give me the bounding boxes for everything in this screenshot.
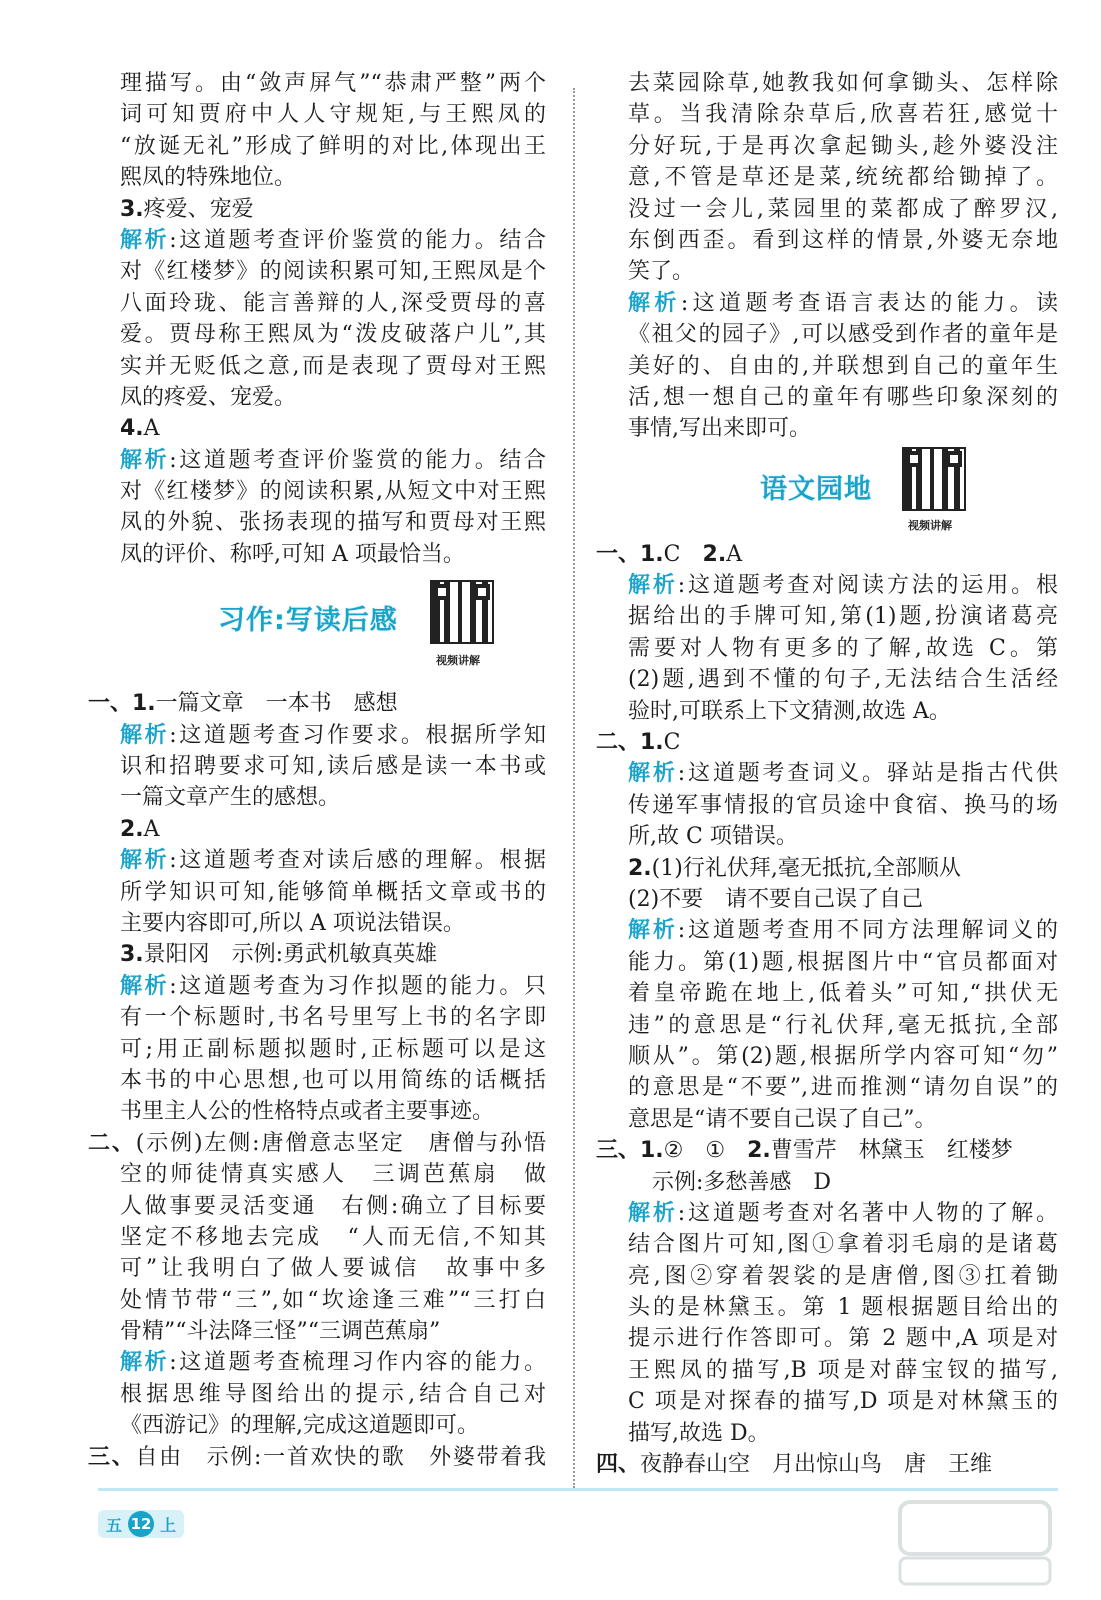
- analysis-label: 解析: [628, 918, 678, 944]
- analysis-line: 一篇文章产生的感想。: [120, 785, 341, 811]
- section-header-chinese-garden: [596, 445, 1058, 539]
- analysis-line: 凤的外貌、张扬表现的描写和贾母对王熙: [120, 510, 546, 536]
- answer-line: [88, 1128, 546, 1159]
- page-number-badge: [98, 1510, 184, 1538]
- answer-line: 处情节带“三”,如“坎途逢三难”“三打白: [120, 1287, 546, 1313]
- analysis-line: 着皇帝跪在地上,低着头”可知,“拱伏无: [628, 981, 1058, 1007]
- analysis-label: 解析: [628, 761, 678, 787]
- footer-rule: [98, 1488, 1058, 1491]
- right-column: [596, 68, 1058, 1480]
- answer-text: ② ①: [663, 1138, 748, 1164]
- answer-text: A: [726, 541, 743, 567]
- analysis-line: 结合图片可知,图①拿着羽毛扇的是诸葛: [628, 1232, 1058, 1258]
- answer-text: C: [663, 541, 703, 567]
- analysis-line: 提示进行作答即可。第 2 题中,A 项是对: [628, 1326, 1058, 1352]
- analysis-line: 主要内容即可,所以 A 项说法错误。: [120, 910, 465, 936]
- analysis-line: 凤的评价、称呼,可知 A 项最恰当。: [120, 541, 465, 567]
- analysis-line: [596, 758, 1058, 789]
- analysis-line: 头的是林黛玉。第 1 题根据题目给出的: [628, 1295, 1058, 1321]
- text-line: 熙凤的特殊地位。: [120, 165, 297, 191]
- analysis-line: [88, 845, 546, 876]
- text-line: 东倒西歪。看到这样的情景,外婆无奈地: [628, 227, 1058, 253]
- analysis-text: :这道题考查评价鉴赏的能力。结合: [169, 227, 546, 253]
- analysis-line: 根据思维导图给出的提示,结合自己对: [120, 1381, 546, 1407]
- text-line: 去菜园除草,她教我如何拿锄头、怎样除: [628, 71, 1058, 96]
- analysis-text: :这道题考查对读后感的理解。根据: [169, 848, 546, 874]
- analysis-line: [596, 288, 1058, 319]
- analysis-line: 凤的疼爱、宠爱。: [120, 384, 297, 410]
- answer-line: [88, 1442, 546, 1473]
- analysis-line: 描写,故选 D。: [628, 1420, 770, 1446]
- analysis-line: 《西游记》的理解,完成这道题即可。: [120, 1413, 479, 1439]
- qr-caption: 视频讲解: [436, 654, 480, 668]
- section-title: 习作:写读后感: [218, 605, 398, 637]
- analysis-label: 解析: [120, 447, 170, 473]
- question-number: 3.: [120, 196, 144, 222]
- analysis-line: 能力。第(1)题,根据图片中“官员都面对: [628, 949, 1058, 975]
- text-line: 没过一会儿,菜园里的菜都成了醉罗汉,: [628, 196, 1058, 222]
- qr-code-icon[interactable]: [902, 447, 966, 511]
- answer-text: 景阳冈 示例:勇武机敏真英雄: [143, 942, 438, 968]
- answer-line: 可”让我明白了做人要诚信 故事中多: [120, 1256, 546, 1282]
- analysis-line: 据给出的手牌可知,第(1)题,扮演诸葛亮: [628, 604, 1058, 630]
- analysis-label: 解析: [628, 290, 681, 316]
- analysis-line: 本书的中心思想,也可以用简练的话概括: [120, 1067, 546, 1093]
- column-divider: [573, 88, 575, 1488]
- analysis-line: [88, 720, 546, 751]
- analysis-label: 解析: [120, 722, 170, 748]
- analysis-label: 解析: [120, 848, 170, 874]
- analysis-line: 识和招聘要求可知,读后感是读一本书或: [120, 754, 546, 780]
- answer-line: [596, 853, 1058, 884]
- answer-line: [88, 413, 546, 444]
- analysis-line: 实并无贬低之意,而是表现了贾母对王熙: [120, 353, 546, 379]
- text-line: 分好玩,于是再次拿起锄头,趁外婆没注: [628, 133, 1058, 159]
- answer-line: 骨精”“斗法降三怪”“三调芭蕉扇”: [120, 1319, 441, 1345]
- analysis-line: 有一个标题时,书名号里写上书的名字即: [120, 1005, 546, 1031]
- analysis-line: 需要对人物有更多的了解,故选 C。第: [628, 635, 1058, 661]
- answer-text: 自由 示例:一首欢快的歌 外婆带着我: [135, 1444, 546, 1470]
- analysis-line: [596, 915, 1058, 946]
- question-number: 2.: [747, 1138, 771, 1164]
- answer-line: [88, 814, 546, 845]
- analysis-line: 八面玲珑、能言善辩的人,深受贾母的喜: [120, 290, 546, 316]
- term-label: 上: [160, 1515, 177, 1535]
- text-line: 意,不管是草还是菜,统统都给锄掉了。: [628, 165, 1058, 191]
- watermark-logo-icon: [880, 1492, 1070, 1592]
- qr-caption: 视频讲解: [908, 518, 952, 532]
- answer-line: 坚定不移地去完成 “人而无信,不知其: [120, 1224, 546, 1250]
- analysis-line: 对《红楼梦》的阅读积累,从短文中对王熙: [120, 479, 546, 505]
- question-number: 3.: [120, 942, 144, 968]
- analysis-text: :这道题考查词义。驿站是指古代供: [677, 761, 1058, 787]
- analysis-line: 的意思是“不要”,进而推测“请勿自误”的: [628, 1075, 1058, 1101]
- question-number: 4.: [120, 416, 144, 442]
- text-line: 草。当我清除杂草后,欣喜若狂,感觉十: [628, 102, 1058, 128]
- question-number: 三、1.: [596, 1138, 664, 1164]
- answer-line: [596, 1135, 1058, 1166]
- answer-text: A: [143, 816, 160, 842]
- analysis-text: :这道题考查语言表达的能力。读: [680, 290, 1058, 316]
- analysis-line: 顺从”。第(2)题,根据所学内容可知“勿”: [628, 1043, 1058, 1069]
- answer-line: 示例:多愁善感 D: [652, 1169, 832, 1195]
- answer-text: A: [143, 416, 160, 442]
- answer-line: [596, 1449, 1058, 1480]
- analysis-line: [88, 445, 546, 476]
- text-line: 笑了。: [628, 259, 695, 285]
- answer-text: 夜静春山空 月出惊山鸟 唐 王维: [640, 1452, 993, 1478]
- analysis-line: 《祖父的园子》,可以感受到作者的童年是: [628, 322, 1058, 348]
- answer-line: 人做事要灵活变通 右侧:确立了目标要: [120, 1193, 546, 1219]
- left-column: [88, 68, 546, 1473]
- question-number: 2.: [702, 541, 727, 567]
- answer-text: 曹雪芹 林黛玉 红楼梦: [770, 1138, 1013, 1164]
- analysis-line: 书里主人公的性格特点或者主要事迹。: [120, 1099, 495, 1125]
- analysis-line: 可;用正副标题拟题时,正标题可以是这: [120, 1036, 546, 1062]
- analysis-label: 解析: [120, 227, 170, 253]
- analysis-text: :这道题考查用不同方法理解词义的: [677, 918, 1058, 944]
- analysis-label: 解析: [120, 973, 170, 999]
- analysis-line: [88, 1347, 546, 1378]
- analysis-line: 所学知识可知,能够简单概括文章或书的: [120, 879, 546, 905]
- analysis-line: 违”的意思是“行礼伏拜,毫无抵抗,全部: [628, 1012, 1058, 1038]
- analysis-line: C 项是对探春的描写,D 项是对林黛玉的: [628, 1389, 1058, 1415]
- analysis-text: :这道题考查梳理习作内容的能力。: [169, 1350, 546, 1376]
- analysis-text: :这道题考查习作要求。根据所学知: [169, 722, 546, 748]
- answer-line: [596, 539, 1058, 570]
- analysis-line: 所,故 C 项错误。: [628, 824, 798, 850]
- analysis-line: [88, 225, 546, 256]
- section-number: 二、: [88, 1130, 136, 1156]
- answer-line: [596, 727, 1058, 758]
- analysis-line: 对《红楼梦》的阅读积累可知,王熙凤是个: [120, 259, 546, 285]
- text-line: 理描写。由“敛声屏气”“恭肃严整”两个: [120, 71, 546, 96]
- question-number: 一、1.: [88, 691, 156, 717]
- answer-line: [88, 194, 546, 225]
- analysis-line: 活,想一想自己的童年有哪些印象深刻的: [628, 384, 1058, 410]
- analysis-text: :这道题考查对名著中人物的了解。: [677, 1200, 1058, 1226]
- answer-line: [88, 688, 546, 719]
- analysis-line: 传递军事情报的官员途中食宿、换马的场: [628, 792, 1058, 818]
- answer-line: (2)不要 请不要自己误了自己: [628, 886, 924, 912]
- section-title: 语文园地: [760, 473, 872, 505]
- text-line: “放诞无礼”形成了鲜明的对比,体现出王: [120, 133, 546, 159]
- analysis-line: 意思是“请不要自己误了自己”。: [628, 1106, 937, 1132]
- answer-text: C: [663, 730, 681, 756]
- analysis-line: (2)题,遇到不懂的句子,无法结合生活经: [628, 667, 1058, 693]
- analysis-line: 王熙凤的描写,B 项是对薛宝钗的描写,: [628, 1357, 1058, 1383]
- answer-line: [88, 939, 546, 970]
- page-number: 12: [128, 1511, 154, 1537]
- analysis-line: [88, 971, 546, 1002]
- question-number: 二、1.: [596, 730, 664, 756]
- analysis-line: [596, 570, 1058, 601]
- analysis-line: 爱。贾母称王熙凤为“泼皮破落户儿”,其: [120, 322, 546, 348]
- section-header-writing: [88, 570, 546, 688]
- analysis-label: 解析: [120, 1350, 170, 1376]
- analysis-label: 解析: [628, 573, 678, 599]
- question-number: 2.: [628, 855, 652, 881]
- text-line: 词可知贾府中人人守规矩,与王熙凤的: [120, 102, 546, 128]
- section-number: 四、: [596, 1452, 641, 1478]
- answer-line: 空的师徒情真实感人 三调芭蕉扇 做: [120, 1162, 546, 1188]
- grade-label: 五: [106, 1515, 123, 1535]
- analysis-line: 亮,图②穿着袈裟的是唐僧,图③扛着锄: [628, 1263, 1058, 1289]
- analysis-text: :这道题考查为习作拟题的能力。只: [169, 973, 546, 999]
- analysis-line: [596, 1198, 1058, 1229]
- section-number: 三、: [88, 1444, 136, 1470]
- answer-text: (示例)左侧:唐僧意志坚定 唐僧与孙悟: [135, 1130, 546, 1156]
- analysis-line: 美好的、自由的,并联想到自己的童年生: [628, 353, 1058, 379]
- analysis-line: 事情,写出来即可。: [628, 416, 811, 442]
- analysis-text: :这道题考查对阅读方法的运用。根: [677, 573, 1058, 599]
- answer-text: 疼爱、宠爱: [143, 196, 254, 222]
- analysis-line: 验时,可联系上下文猜测,故选 A。: [628, 698, 951, 724]
- qr-code-icon[interactable]: [430, 580, 494, 644]
- analysis-text: :这道题考查评价鉴赏的能力。结合: [169, 447, 546, 473]
- answer-text: (1)行礼伏拜,毫无抵抗,全部顺从: [651, 855, 961, 881]
- question-number: 2.: [120, 816, 144, 842]
- question-number: 一、1.: [596, 541, 664, 567]
- analysis-label: 解析: [628, 1200, 678, 1226]
- answer-text: 一篇文章 一本书 感想: [155, 691, 398, 717]
